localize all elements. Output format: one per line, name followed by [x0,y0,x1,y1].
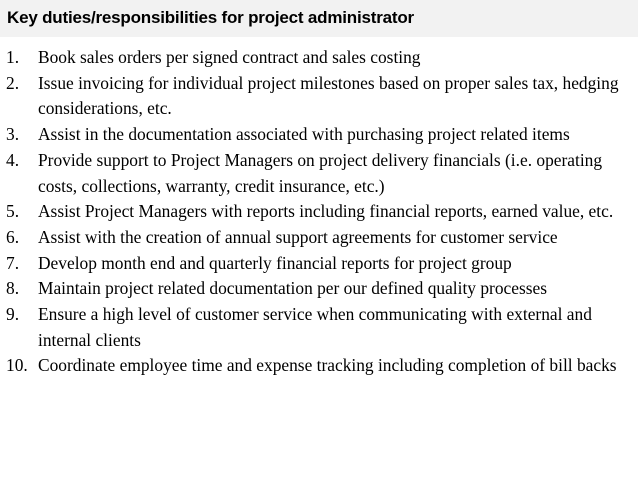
item-number: 9. [6,304,20,325]
title-bar [0,0,638,37]
item-number: 5. [6,201,20,222]
list-item [0,45,638,71]
item-number: 4. [6,149,20,170]
item-number: 7. [6,252,20,273]
item-text: Develop month end and quarterly financial reports for project group [38,252,512,273]
list-item [0,199,638,225]
list-item [0,225,638,251]
item-text: Assist in the documentation associated with purchasing project related items [38,124,570,145]
item-number: 8. [6,278,20,299]
item-number: 1. [6,47,20,67]
item-text: Book sales orders per signed contract and sales costing [38,47,421,67]
item-text: Issue invoicing for individual project milestones based on proper sales tax, hedging considerations, etc. [38,72,619,119]
list-item [0,148,638,199]
item-text: Maintain project related documentation per our defined quality processes [38,278,547,299]
item-number: 6. [6,226,20,247]
list-item [0,251,638,277]
item-text: Ensure a high level of customer service when communicating with external and internal clients [38,304,592,350]
list-item [0,71,638,122]
item-number: 3. [6,124,20,145]
item-text: Coordinate employee time and expense tracking including completion of bill backs [38,355,617,376]
item-text: Assist Project Managers with reports including financial reports, earned value, etc. [38,201,614,222]
list-item [0,276,638,302]
list-item [0,302,638,353]
list-item [0,122,638,148]
list-item [0,353,638,379]
item-number: 10. [6,355,28,376]
item-number: 2. [6,72,20,93]
page-title: Key duties/responsibilities for project administrator [7,8,414,27]
item-text: Provide support to Project Managers on project delivery financials (i.e. operating costs, collections, warranty, credit insurance, etc.) [38,149,603,196]
duties-list [0,45,638,379]
item-text: Assist with the creation of annual support agreements for customer service [38,226,558,247]
